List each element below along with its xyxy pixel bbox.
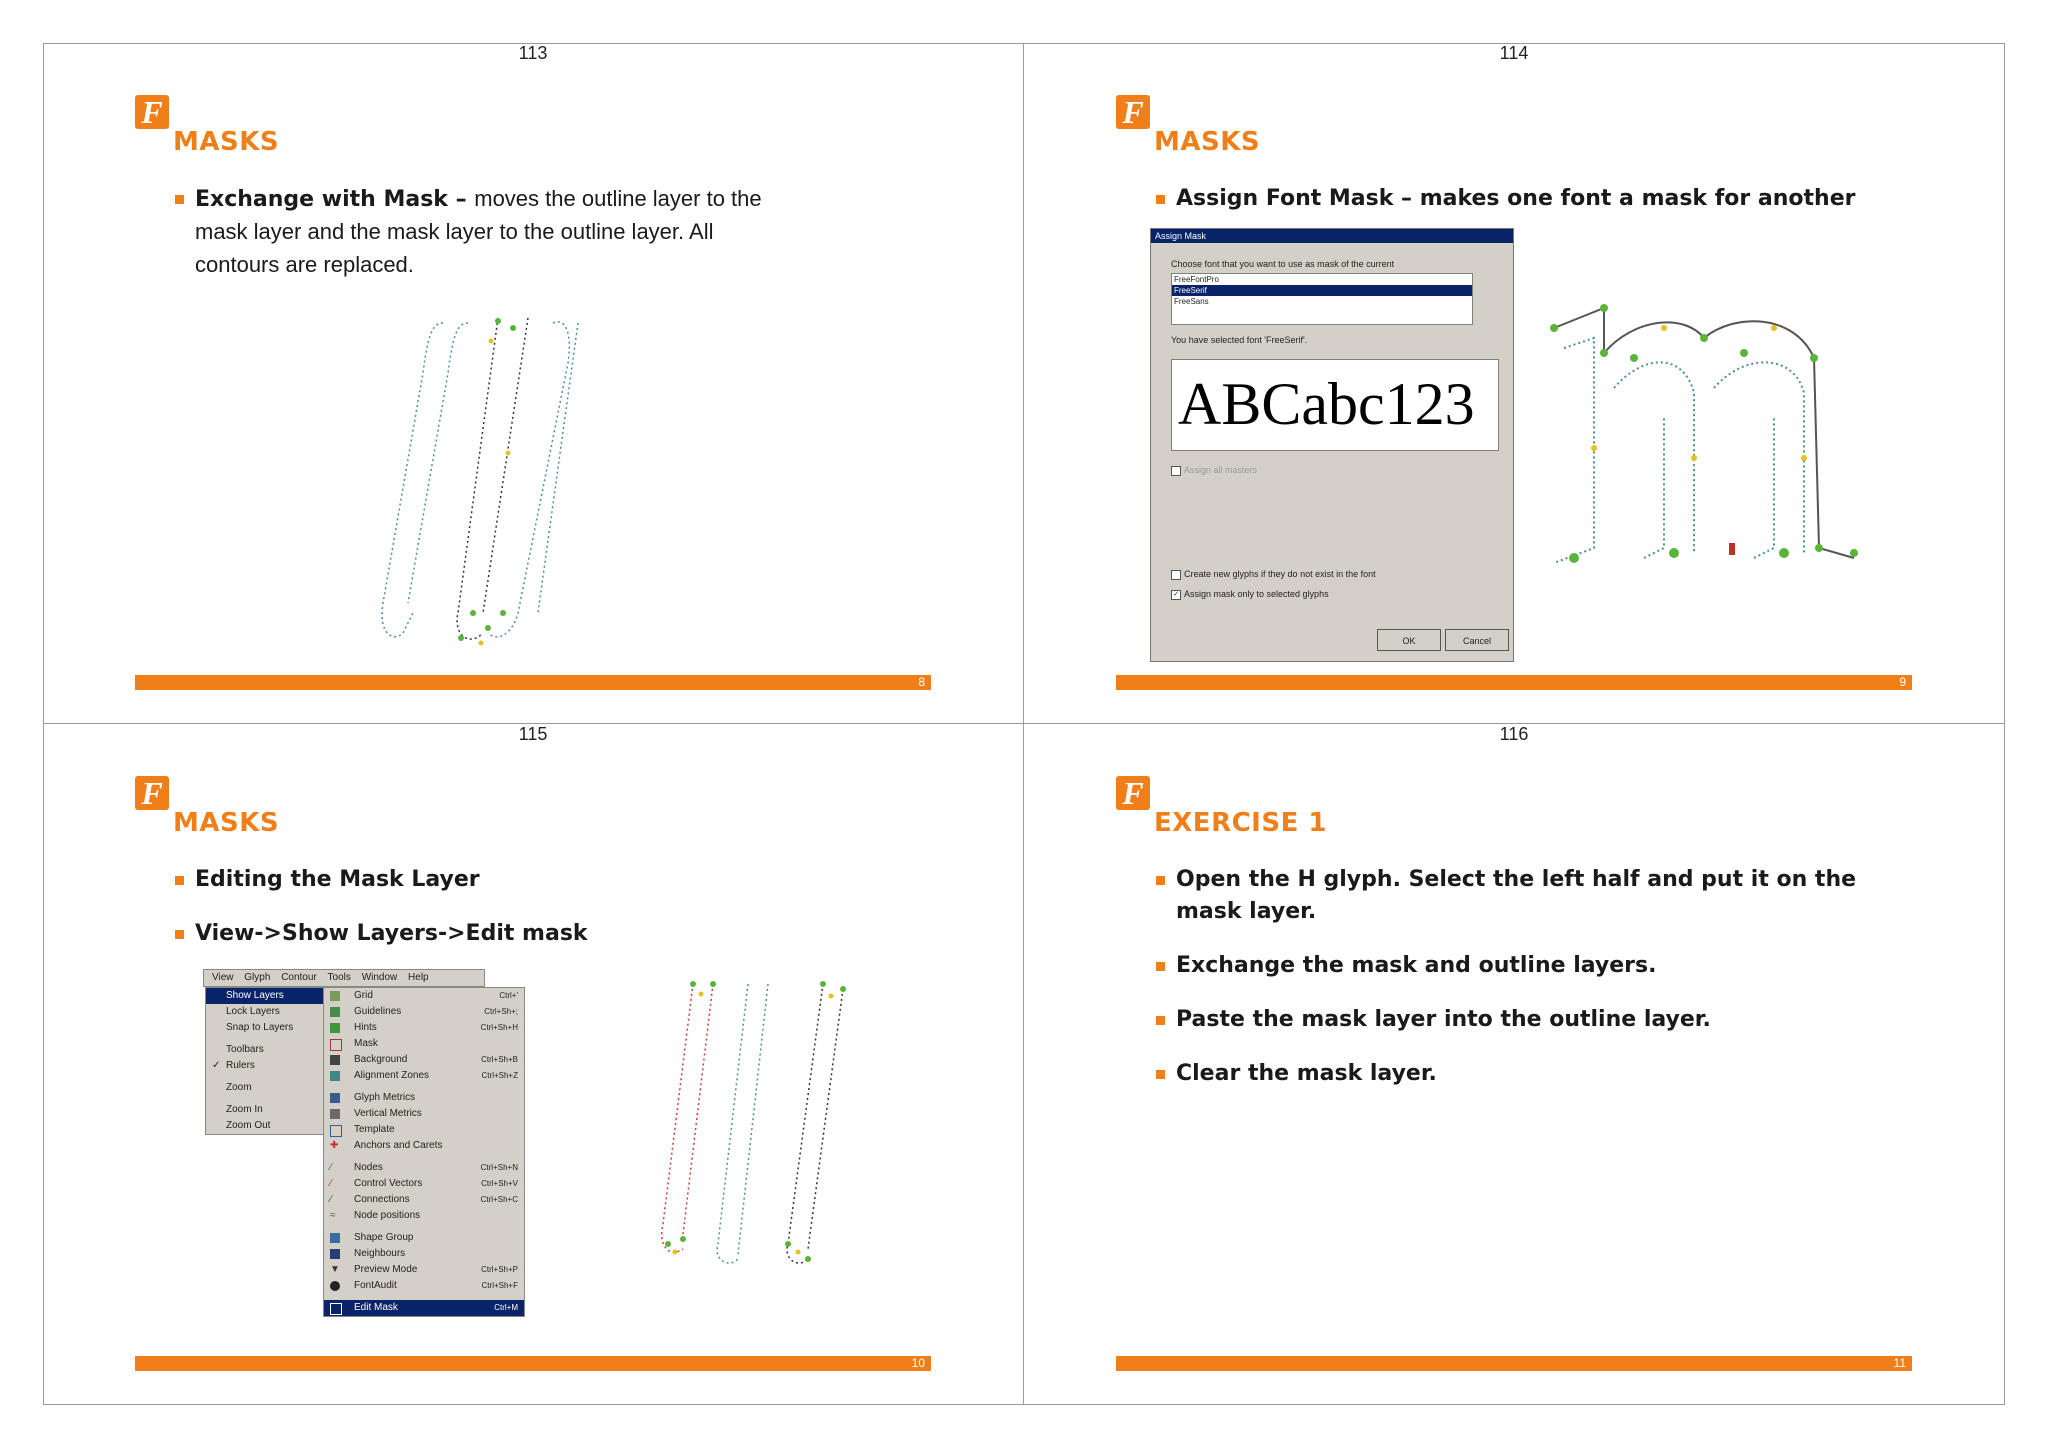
show-layers-submenu: [323, 987, 525, 1317]
bullet-item: Assign Font Mask – makes one font a mask for another: [1154, 183, 1934, 215]
shape-group-icon: [330, 1233, 340, 1243]
menu-glyph[interactable]: Glyph: [244, 972, 271, 983]
menu-item-connections[interactable]: ⁄ Connections Ctrl+Sh+C: [330, 1194, 518, 1205]
menu-item-guidelines[interactable]: Guidelines Ctrl+Sh+;: [324, 1004, 524, 1020]
slide-title: MASKS: [173, 127, 280, 157]
menu-item-background[interactable]: Background Ctrl+Sh+B: [324, 1052, 524, 1068]
slide-number: 10: [911, 1356, 925, 1370]
checkbox-icon: [1171, 570, 1181, 580]
square-bullet-icon: [1156, 876, 1165, 885]
glyph-m-mask-image: [1534, 298, 1904, 598]
mask-icon: [330, 1039, 342, 1051]
footer-bar: [135, 1356, 931, 1371]
ok-button[interactable]: OK: [1377, 629, 1441, 651]
menu-item-snap-layers[interactable]: Snap to Layers: [206, 1020, 334, 1036]
menu-item-node-positions[interactable]: ≈ Node positions: [330, 1210, 421, 1221]
bullet-item: View->Show Layers->Edit mask: [173, 918, 813, 950]
f-logo-icon: F: [1116, 776, 1150, 810]
slide-title: MASKS: [1154, 127, 1261, 157]
square-bullet-icon: [175, 930, 184, 939]
font-list[interactable]: [1171, 273, 1473, 325]
alignment-zones-icon: [330, 1071, 340, 1081]
page-number: 114: [1499, 43, 1529, 63]
selected-glyphs-option[interactable]: ✓ Assign mask only to selected glyphs: [1171, 589, 1329, 600]
control-vectors-icon: ⁄: [330, 1178, 332, 1189]
menu-item-grid[interactable]: Grid Ctrl+': [324, 988, 524, 1004]
template-icon: [330, 1125, 342, 1137]
menu-item-rulers[interactable]: ✓ Rulers: [206, 1058, 334, 1074]
connections-icon: ⁄: [330, 1194, 332, 1205]
dialog-prompt: Choose font that you want to use as mask of the current: [1171, 259, 1395, 269]
slide-number: 9: [1899, 675, 1906, 689]
font-preview: ABCabc123: [1171, 359, 1499, 451]
cancel-button[interactable]: Cancel: [1445, 629, 1509, 651]
preview-icon: ▼: [330, 1264, 340, 1275]
font-list-item[interactable]: FreeSans: [1174, 297, 1209, 306]
font-list-item-selected[interactable]: FreeSerif: [1172, 285, 1472, 296]
anchor-icon: ✚: [330, 1140, 339, 1151]
neighbours-icon: [330, 1249, 340, 1259]
menu-help[interactable]: Help: [408, 972, 429, 983]
fontaudit-icon: [330, 1281, 340, 1291]
slide-number: 11: [1893, 1356, 1906, 1370]
menu-item-shape-group[interactable]: Shape Group: [324, 1230, 524, 1246]
menu-item-neighbours[interactable]: Neighbours: [324, 1246, 524, 1262]
font-list-item[interactable]: FreeFontPro: [1174, 275, 1219, 284]
menu-item-anchors[interactable]: ✚ Anchors and Carets: [330, 1140, 443, 1151]
square-bullet-icon: [175, 195, 184, 204]
glyph-metrics-icon: [330, 1093, 340, 1103]
square-bullet-icon: [175, 876, 184, 885]
slide-116: [1024, 724, 2004, 1404]
menu-item-fontaudit[interactable]: FontAudit Ctrl+Sh+F: [324, 1278, 524, 1294]
slide-114: [1024, 43, 2004, 723]
f-logo-icon: F: [1116, 95, 1150, 129]
menu-window[interactable]: Window: [361, 972, 398, 983]
edit-mask-icon: [330, 1303, 342, 1315]
menu-tools[interactable]: Tools: [327, 972, 351, 983]
menu-item-template[interactable]: Template: [324, 1122, 524, 1138]
bullet-item: Clear the mask layer.: [1154, 1058, 1894, 1090]
vertical-metrics-icon: [330, 1109, 340, 1119]
square-bullet-icon: [1156, 1016, 1165, 1025]
hints-icon: [330, 1023, 340, 1033]
node-positions-icon: ≈: [330, 1210, 336, 1221]
slide-title: MASKS: [173, 808, 280, 838]
glyph-mask-edit-image: [613, 974, 913, 1274]
menu-item-mask[interactable]: Mask: [324, 1036, 524, 1052]
bullet-item: Exchange with Mask – moves the outline layer to the mask layer and the mask layer to the outline layer. All contours are replaced.: [173, 183, 793, 282]
checkbox-icon: [1171, 466, 1181, 476]
background-icon: [330, 1055, 340, 1065]
square-bullet-icon: [1156, 195, 1165, 204]
checkbox-checked-icon: ✓: [1171, 590, 1181, 600]
menu-contour[interactable]: Contour: [281, 972, 317, 983]
menu-item-zoom-out[interactable]: Zoom Out: [226, 1120, 271, 1131]
page-number: 113: [518, 43, 548, 63]
menu-item-control-vectors[interactable]: ⁄ Control Vectors Ctrl+Sh+V: [330, 1178, 518, 1189]
bullet-item: Editing the Mask Layer: [173, 864, 813, 896]
menu-item-hints[interactable]: Hints Ctrl+Sh+H: [324, 1020, 524, 1036]
menu-view[interactable]: View: [212, 972, 234, 983]
all-masters-option[interactable]: Assign all masters: [1171, 465, 1257, 476]
footer-bar: [135, 675, 931, 690]
assign-mask-dialog: [1150, 228, 1514, 662]
view-submenu: [205, 987, 335, 1135]
menu-item-edit-mask[interactable]: Edit Mask Ctrl+M: [324, 1300, 524, 1316]
dialog-title: Assign Mask: [1151, 229, 1513, 243]
slide-115: [43, 724, 1023, 1404]
guidelines-icon: [330, 1007, 340, 1017]
f-logo-icon: F: [135, 95, 169, 129]
square-bullet-icon: [1156, 962, 1165, 971]
slide-title: EXERCISE 1: [1154, 808, 1327, 838]
glyph-outline-image: [373, 313, 613, 673]
f-logo-icon: F: [135, 776, 169, 810]
grid-icon: [330, 991, 340, 1001]
bullet-item: Open the H glyph. Select the left half and put it on the mask layer.: [1154, 864, 1894, 928]
menu-item-lock-layers[interactable]: Lock Layers: [206, 1004, 334, 1020]
menu-bar: [203, 969, 485, 987]
check-icon: ✓: [212, 1060, 221, 1071]
slide-number: 8: [918, 675, 925, 689]
menu-item-vertical-metrics[interactable]: Vertical Metrics: [324, 1106, 524, 1122]
menu-item-glyph-metrics[interactable]: Glyph Metrics: [324, 1090, 524, 1106]
menu-item-toolbars[interactable]: Toolbars: [206, 1042, 334, 1058]
bullet-item: Paste the mask layer into the outline layer.: [1154, 1004, 1894, 1036]
menu-item-zoom[interactable]: Zoom: [206, 1080, 334, 1096]
menu-item-show-layers[interactable]: Show Layers: [206, 988, 334, 1004]
footer-bar: [1116, 675, 1912, 690]
bullet-item: Exchange the mask and outline layers.: [1154, 950, 1894, 982]
menu-item-nodes[interactable]: ⁄ Nodes Ctrl+Sh+N: [330, 1162, 518, 1173]
footer-bar: [1116, 1356, 1912, 1371]
dialog-status: You have selected font 'FreeSerif'.: [1171, 335, 1308, 345]
nodes-icon: ⁄: [330, 1162, 332, 1173]
menu-item-zoom-in[interactable]: Zoom In: [226, 1104, 263, 1115]
create-glyphs-option[interactable]: Create new glyphs if they do not exist in the font: [1171, 569, 1376, 580]
slide-113: [43, 43, 1023, 723]
square-bullet-icon: [1156, 1070, 1165, 1079]
menu-item-preview-mode[interactable]: ▼ Preview Mode Ctrl+Sh+P: [330, 1264, 518, 1275]
page-number: 115: [518, 724, 548, 744]
menu-item-alignment-zones[interactable]: Alignment Zones Ctrl+Sh+Z: [324, 1068, 524, 1084]
view-menu-screenshot: [203, 969, 533, 1329]
page-number: 116: [1499, 724, 1529, 744]
